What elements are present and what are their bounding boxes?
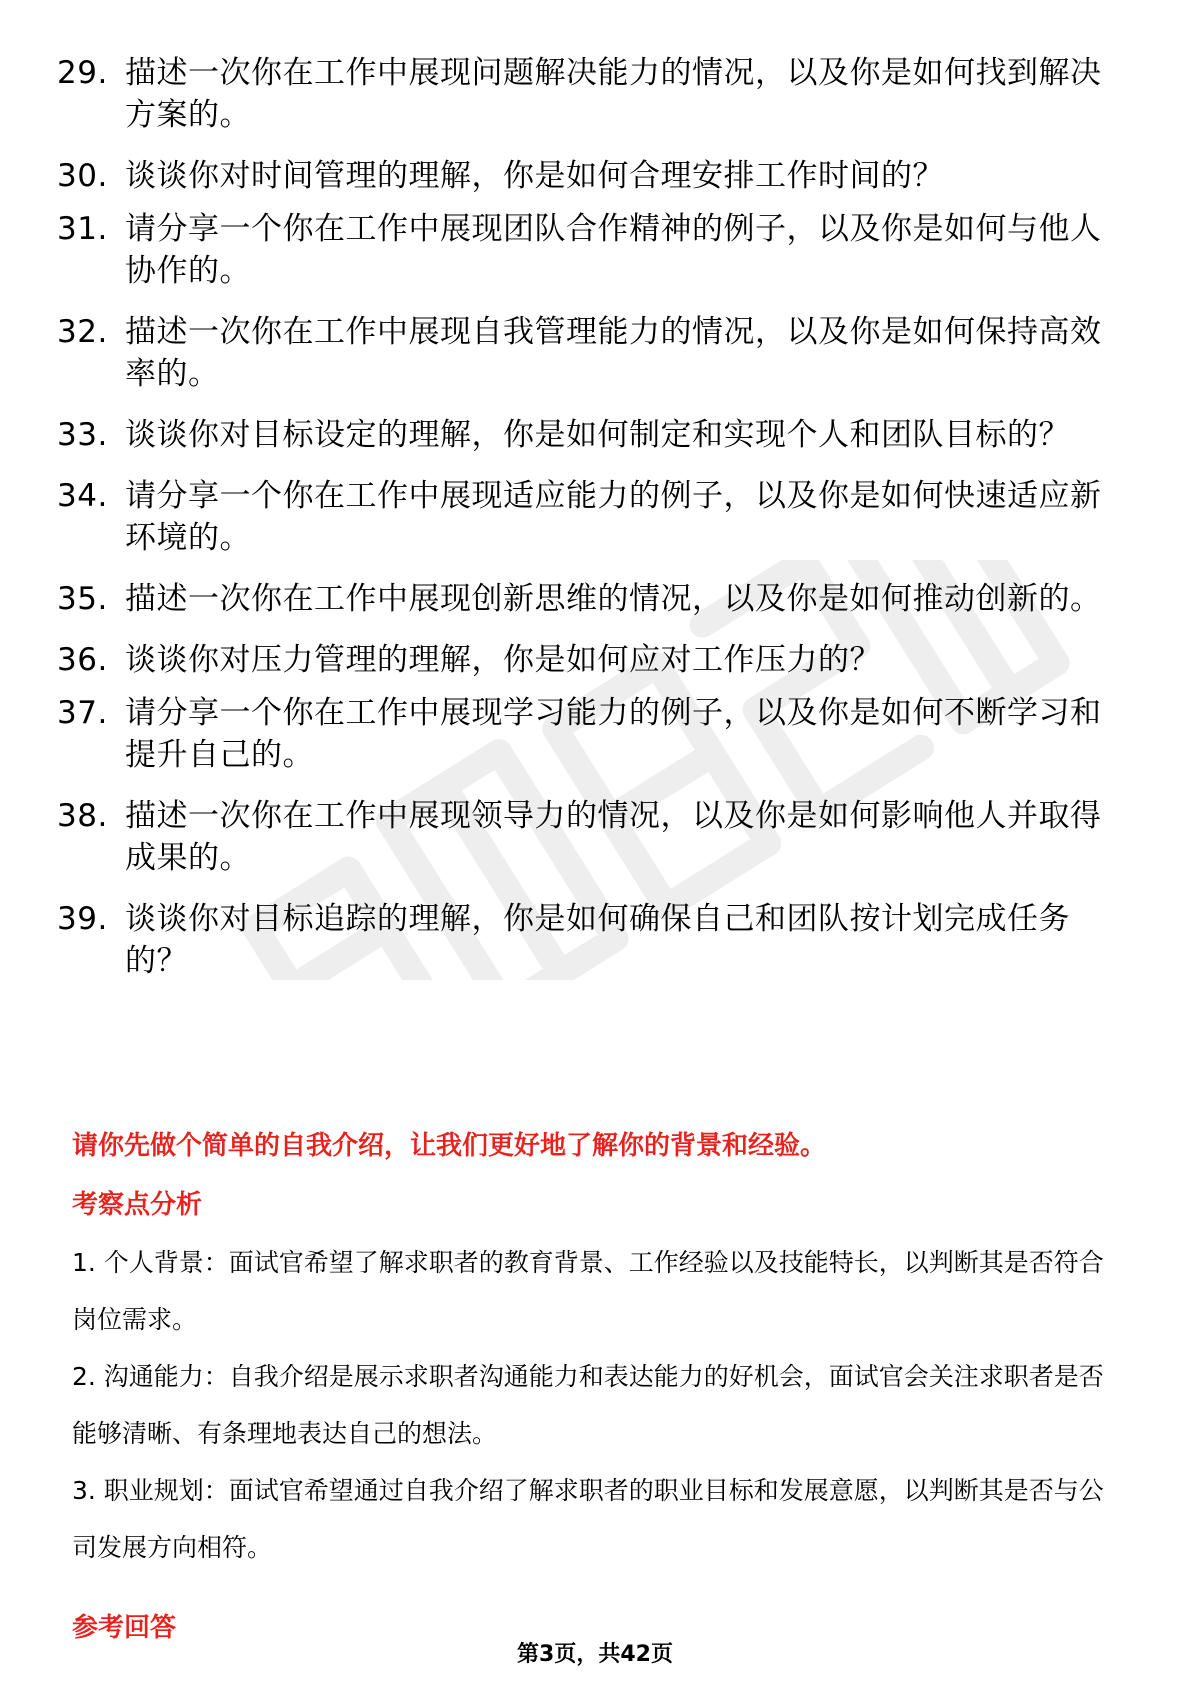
list-item	[57, 475, 1117, 559]
question-text: 请分享一个你在工作中展现学习能力的例子，以及你是如何不断学习和提升自己的。	[125, 695, 1102, 773]
list-item	[57, 692, 1117, 776]
list-item	[57, 155, 1117, 197]
analysis-item: 3. 职业规划：面试官希望通过自我介绍了解求职者的职业目标和发展意愿，以判断其是否与公司发展方向相符。	[72, 1476, 1104, 1562]
question-number: 36.	[57, 642, 108, 678]
list-item	[57, 898, 1117, 982]
question-number: 38.	[57, 798, 108, 834]
question-text: 描述一次你在工作中展现问题解决能力的情况，以及你是如何找到解决方案的。	[125, 55, 1102, 133]
question-number: 39.	[57, 901, 108, 937]
question-text: 谈谈你对时间管理的理解，你是如何合理安排工作时间的？	[125, 158, 944, 194]
question-number: 34.	[57, 478, 108, 514]
list-item	[57, 578, 1117, 620]
question-text: 请分享一个你在工作中展现适应能力的例子，以及你是如何快速适应新环境的。	[125, 478, 1102, 556]
list-item	[57, 208, 1117, 292]
answer-title: 参考回答	[72, 1613, 177, 1643]
list-item	[57, 639, 1117, 681]
question-text: 谈谈你对目标追踪的理解，你是如何确保自己和团队按计划完成任务的？	[125, 901, 1070, 979]
question-number: 37.	[57, 695, 108, 731]
question-text: 谈谈你对压力管理的理解，你是如何应对工作压力的？	[125, 642, 881, 678]
question-number: 29.	[57, 55, 108, 91]
question-number: 30.	[57, 158, 108, 194]
question-text: 描述一次你在工作中展现自我管理能力的情况，以及你是如何保持高效率的。	[125, 314, 1102, 392]
question-number: 32.	[57, 314, 108, 350]
analysis-item: 1. 个人背景：面试官希望了解求职者的教育背景、工作经验以及技能特长，以判断其是否符合岗位需求。	[72, 1248, 1104, 1334]
question-list	[57, 52, 1117, 982]
question-text: 描述一次你在工作中展现创新思维的情况，以及你是如何推动创新的。	[125, 581, 1102, 617]
question-number: 31.	[57, 211, 108, 247]
list-item	[57, 52, 1117, 136]
question-number: 33.	[57, 417, 108, 453]
page-number-footer: 第3页，共42页	[517, 1642, 673, 1667]
list-item	[57, 414, 1117, 456]
analysis-body	[72, 1234, 1122, 1576]
analysis-item: 2. 沟通能力：自我介绍是展示求职者沟通能力和表达能力的好机会，面试官会关注求职者是否能够清晰、有条理地表达自己的想法。	[72, 1362, 1104, 1448]
question-text: 描述一次你在工作中展现领导力的情况，以及你是如何影响他人并取得成果的。	[125, 798, 1102, 876]
list-item	[57, 311, 1117, 395]
question-text: 请分享一个你在工作中展现团队合作精神的例子，以及你是如何与他人协作的。	[125, 211, 1102, 289]
question-text: 谈谈你对目标设定的理解，你是如何制定和实现个人和团队目标的？	[125, 417, 1070, 453]
question-number: 35.	[57, 581, 108, 617]
analysis-title: 考察点分析	[72, 1190, 203, 1220]
intro-question-heading: 请你先做个简单的自我介绍，让我们更好地了解你的背景和经验。	[72, 1131, 827, 1161]
list-item	[57, 795, 1117, 879]
